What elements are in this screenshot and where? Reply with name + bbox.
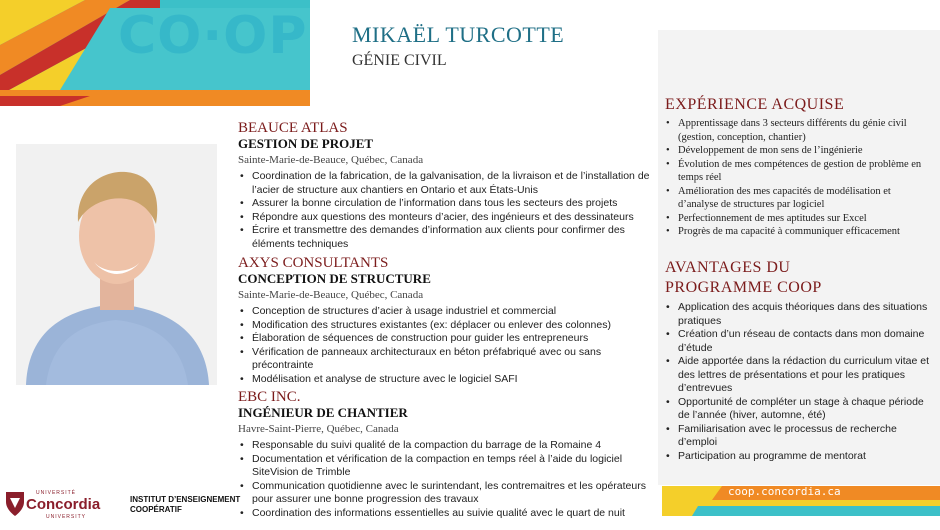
job-location: Havre-Saint-Pierre, Québec, Canada [238, 423, 399, 435]
list-item: • Participation au programme de mentorat [665, 450, 930, 464]
job-role: CONCEPTION DE STRUCTURE [238, 271, 431, 286]
university-label-top: UNIVERSITÉ [36, 490, 77, 496]
institut-line: COOPÉRATIF [130, 505, 182, 514]
institut-label [130, 495, 250, 515]
university-label-bottom: UNIVERSITY [46, 514, 87, 520]
profile-photo [16, 144, 217, 385]
program-name: GÉNIE CIVIL [352, 52, 447, 69]
list-item: • Responsable du suivi qualité de la compaction du barrage de la Romaine 4 [238, 439, 653, 453]
list-item: • Coordination des informations essentielles au suivie qualité avec le quart de nuit [238, 507, 653, 521]
experience-beauce-atlas [238, 120, 653, 251]
company-name: AXYS CONSULTANTS [238, 255, 389, 271]
job-role: INGÉNIEUR DE CHANTIER [238, 405, 408, 420]
coop-logo-text: CO·OP [118, 6, 308, 66]
coop-banner [0, 0, 310, 106]
list-item: • Coordination de la fabrication, de la galvanisation, de la livraison et de l’installation de l’acier de structure aux chantiers en Ontario et aux États-Unis [238, 170, 653, 197]
list-item: • Application des acquis théoriques dans des situations pratiques [665, 301, 930, 328]
list-item: • Familiarisation avec le processus de recherche d’emploi [665, 423, 930, 450]
section-title-experience: EXPÉRIENCE ACQUISE [665, 96, 845, 113]
list-item: • Conception de structures d’acier à usage industriel et commercial [238, 305, 653, 319]
list-item: • Documentation et vérification de la compaction en temps réel à l’aide du logiciel SiteVision de Trimble [238, 453, 653, 480]
job-location: Sainte-Marie-de-Beauce, Québec, Canada [238, 289, 424, 301]
duties-list [238, 305, 653, 386]
list-item: • Apprentissage dans 3 secteurs différents du génie civil (gestion, conception, chantier) [665, 117, 930, 144]
section-title-line: AVANTAGES DU [665, 259, 791, 276]
list-item: • Modélisation et analyse de structure avec le logiciel SAFI [238, 373, 653, 387]
list-item: • Modification des structures existantes (ex: déplacer ou enlever des colonnes) [238, 319, 653, 333]
duties-list [238, 439, 653, 520]
list-item: • Élaboration de séquences de construction pour guider les entrepreneurs [238, 332, 653, 346]
list-item: • Progrès de ma capacité à communiquer efficacement [665, 225, 930, 239]
list-item: • Perfectionnement de mes aptitudes sur Excel [665, 212, 930, 226]
list-item: • Opportunité de compléter un stage à chaque période de l’année (hiver, automne, été) [665, 396, 930, 423]
university-name: Concordia [26, 496, 101, 513]
section-title-avantages [665, 258, 822, 298]
job-location: Sainte-Marie-de-Beauce, Québec, Canada [238, 154, 424, 166]
candidate-name: MIKAËL TURCOTTE [352, 22, 565, 47]
experience-axys-consultants [238, 255, 653, 386]
website-url[interactable]: coop.concordia.ca [728, 485, 841, 498]
experience-ebc-inc [238, 389, 653, 520]
company-name: EBC INC. [238, 389, 301, 405]
concordia-crest-icon [4, 490, 26, 518]
experience-acquise-list [665, 117, 930, 239]
duties-list [238, 170, 653, 251]
list-item: • Amélioration des mes capacités de modélisation et d’analyse de structures par logiciel [665, 185, 930, 212]
list-item: • Écrire et transmettre des demandes d’information aux clients pour confirmer des éléments techniques [238, 224, 653, 251]
list-item: • Assurer la bonne circulation de l’information dans tous les secteurs des projets [238, 197, 653, 211]
job-role: GESTION DE PROJET [238, 136, 374, 151]
list-item: • Aide apportée dans la rédaction du curriculum vitae et des lettres de présentations et pour les pratiques d’entrevues [665, 355, 930, 396]
institut-line: INSTITUT D’ENSEIGNEMENT [130, 495, 241, 504]
list-item: • Communication quotidienne avec le surintendant, les contremaitres et les opérateurs pour assurer une bonne progression des travaux [238, 480, 653, 507]
list-item: • Vérification de panneaux architecturaux en béton préfabriqué avec ou sans précontrainte [238, 346, 653, 373]
avantages-list [665, 301, 930, 463]
list-item: • Répondre aux questions des monteurs d’acier, des ingénieurs et des dessinateurs [238, 211, 653, 225]
list-item: • Évolution de mes compétences de gestion de problème en temps réel [665, 158, 930, 185]
person-portrait-icon [16, 144, 217, 385]
company-name: BEAUCE ATLAS [238, 120, 348, 136]
list-item: • Développement de mon sens de l’ingénierie [665, 144, 930, 158]
list-item: • Création d’un réseau de contacts dans mon domaine d’étude [665, 328, 930, 355]
section-title-line: PROGRAMME COOP [665, 279, 822, 296]
